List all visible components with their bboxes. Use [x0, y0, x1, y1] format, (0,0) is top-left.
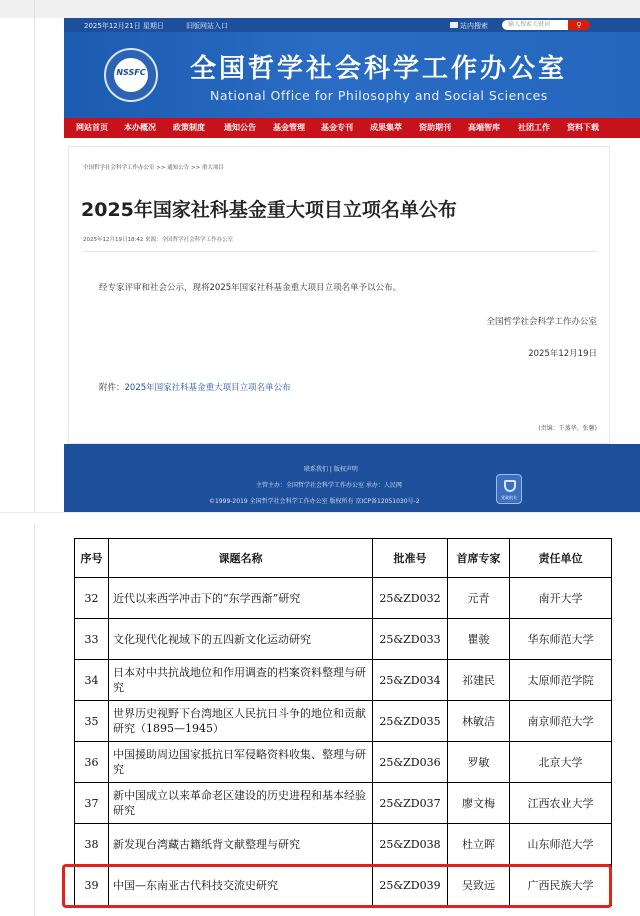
footer-sponsor: 主管主办：全国哲学社会科学工作办公室 承办：人民网: [256, 482, 402, 489]
attachment-link[interactable]: 2025年国家社科基金重大项目立项名单公布: [124, 383, 291, 393]
col-header-title: 课题名称: [109, 539, 373, 578]
table-header-row: [75, 539, 612, 578]
cell-title: 新中国成立以来革命老区建设的历史进程和基本经验研究: [109, 783, 373, 824]
cell-title: 文化现代化视域下的五四新文化运动研究: [109, 619, 373, 660]
site-title-cn: 全国哲学社会科学工作办公室: [190, 54, 568, 84]
search-icon: ⚲: [576, 21, 582, 29]
cell-unit: 南开大学: [510, 578, 612, 619]
cell-no: 32: [75, 578, 109, 619]
editor-credit: (责编：王蒸华、张馨): [538, 425, 597, 432]
nav-item-home[interactable]: 网站首页: [76, 123, 108, 132]
cell-no: 37: [75, 783, 109, 824]
nav-item-achievements[interactable]: 成果集萃: [370, 123, 402, 132]
nav-item-associations[interactable]: 社团工作: [518, 123, 550, 132]
cell-unit: 华东师范大学: [510, 619, 612, 660]
cell-no: 35: [75, 701, 109, 742]
table-row: [75, 783, 612, 824]
cell-expert: 廖文梅: [448, 783, 510, 824]
search-button[interactable]: [568, 20, 590, 30]
cell-expert: 林敏洁: [448, 701, 510, 742]
cell-approval: 25&ZD036: [373, 742, 448, 783]
attachment-label: 附件：: [99, 383, 125, 393]
left-edge-line: [34, 0, 35, 512]
nav-item-think-tank[interactable]: 高端智库: [468, 123, 500, 132]
attachment-line: [99, 381, 291, 393]
table-row: [75, 701, 612, 742]
signature-org: 全国哲学社会科学工作办公室: [486, 317, 597, 327]
nav-item-fund-management[interactable]: 基金管理: [273, 123, 305, 132]
row-highlight-box: [62, 864, 612, 908]
cell-approval: 25&ZD039: [373, 865, 448, 906]
cell-title: 新发现台湾藏古籍纸背文献整理与研究: [109, 824, 373, 865]
current-date: 2025年12月21日 星期日: [84, 22, 164, 30]
divider: [83, 251, 597, 252]
cell-no: 33: [75, 619, 109, 660]
nav-item-funded-journals[interactable]: 资助期刊: [419, 123, 451, 132]
col-header-expert: 首席专家: [448, 539, 510, 578]
cell-approval: 25&ZD034: [373, 660, 448, 701]
main-nav: [64, 118, 640, 138]
nav-item-about[interactable]: 本办概况: [124, 123, 156, 132]
project-list-table: [74, 538, 612, 906]
cell-approval: 25&ZD033: [373, 619, 448, 660]
shield-icon: [504, 480, 516, 492]
nav-item-fund-journal[interactable]: 基金专刊: [321, 123, 353, 132]
cell-title: 近代以来西学冲击下的“东学西渐”研究: [109, 578, 373, 619]
table-row: [75, 742, 612, 783]
breadcrumb[interactable]: 全国哲学社会科学工作办公室 >> 通知公告 >> 重大项目: [83, 165, 224, 171]
cell-title: 世界历史视野下台湾地区人民抗日斗争的地位和贡献研究（1895—1945）: [109, 701, 373, 742]
old-site-link[interactable]: 旧版网站入口: [186, 22, 228, 30]
logo-text: NSSFC: [116, 68, 146, 77]
cell-unit: 山东师范大学: [510, 824, 612, 865]
nav-item-notices[interactable]: 通知公告: [224, 123, 256, 132]
table-row: [75, 824, 612, 865]
nav-item-policy[interactable]: 政策制度: [173, 123, 205, 132]
cell-approval: 25&ZD035: [373, 701, 448, 742]
table-row: [75, 619, 612, 660]
cell-unit: 太原师范学院: [510, 660, 612, 701]
cell-title: 日本对中共抗战地位和作用调查的档案资料整理与研究: [109, 660, 373, 701]
cell-no: 38: [75, 824, 109, 865]
cell-approval: 25&ZD038: [373, 824, 448, 865]
cell-unit: 南京师范大学: [510, 701, 612, 742]
cell-expert: 瞿骏: [448, 619, 510, 660]
nssfc-logo[interactable]: [104, 48, 158, 102]
cell-expert: 罗敏: [448, 742, 510, 783]
col-header-unit: 责任单位: [510, 539, 612, 578]
cell-approval: 25&ZD037: [373, 783, 448, 824]
cell-expert: 吴致远: [448, 865, 510, 906]
mail-icon: [450, 22, 458, 28]
cell-no: 34: [75, 660, 109, 701]
site-title-en: National Office for Philosophy and Social Sciences: [210, 88, 548, 103]
site-search-label: 站内搜索: [460, 22, 488, 30]
cell-approval: 25&ZD032: [373, 578, 448, 619]
cell-no: 39: [75, 865, 109, 906]
cell-expert: 祁建民: [448, 660, 510, 701]
browser-top-strip: [0, 0, 640, 18]
site-header: [64, 32, 640, 118]
footer-copyright: ©1999-2019 全国哲学社会科学工作办公室 版权所有 京ICP备12051030号-2: [209, 498, 420, 505]
table-screenshot: [0, 524, 640, 916]
table-row: [75, 578, 612, 619]
cell-expert: 元青: [448, 578, 510, 619]
article-panel: [68, 146, 610, 444]
article-title: 2025年国家社科基金重大项目立项名单公布: [81, 199, 457, 221]
article-meta: 2025年12月19日18:42 来源：全国哲学社会科学工作办公室: [83, 237, 234, 243]
col-header-no: 序号: [75, 539, 109, 578]
cell-expert: 杜立晖: [448, 824, 510, 865]
top-utility-bar: [64, 18, 640, 32]
cell-title: 中国援助周边国家抵抗日军侵略资料收集、整理与研究: [109, 742, 373, 783]
left-edge-line: [34, 524, 35, 916]
gov-badge[interactable]: [496, 474, 522, 504]
gov-badge-label: 党政机关: [501, 495, 517, 500]
screenshot-separator: [0, 512, 640, 524]
site-footer: [64, 444, 640, 512]
col-header-approval: 批准号: [373, 539, 448, 578]
table-row: [75, 660, 612, 701]
cell-title: 中国—东南亚古代科技交流史研究: [109, 865, 373, 906]
signature-date: 2025年12月19日: [528, 349, 597, 359]
cell-unit: 广西民族大学: [510, 865, 612, 906]
cell-unit: 江西农业大学: [510, 783, 612, 824]
search-input[interactable]: 输入搜索关键词: [502, 20, 570, 30]
nav-item-downloads[interactable]: 资料下载: [567, 123, 599, 132]
article-body: 经专家评审和社会公示，现将2025年国家社科基金重大项目立项名单予以公布。: [99, 283, 402, 293]
cell-no: 36: [75, 742, 109, 783]
cell-unit: 北京大学: [510, 742, 612, 783]
footer-links[interactable]: 联系我们 | 版权声明: [304, 466, 358, 473]
